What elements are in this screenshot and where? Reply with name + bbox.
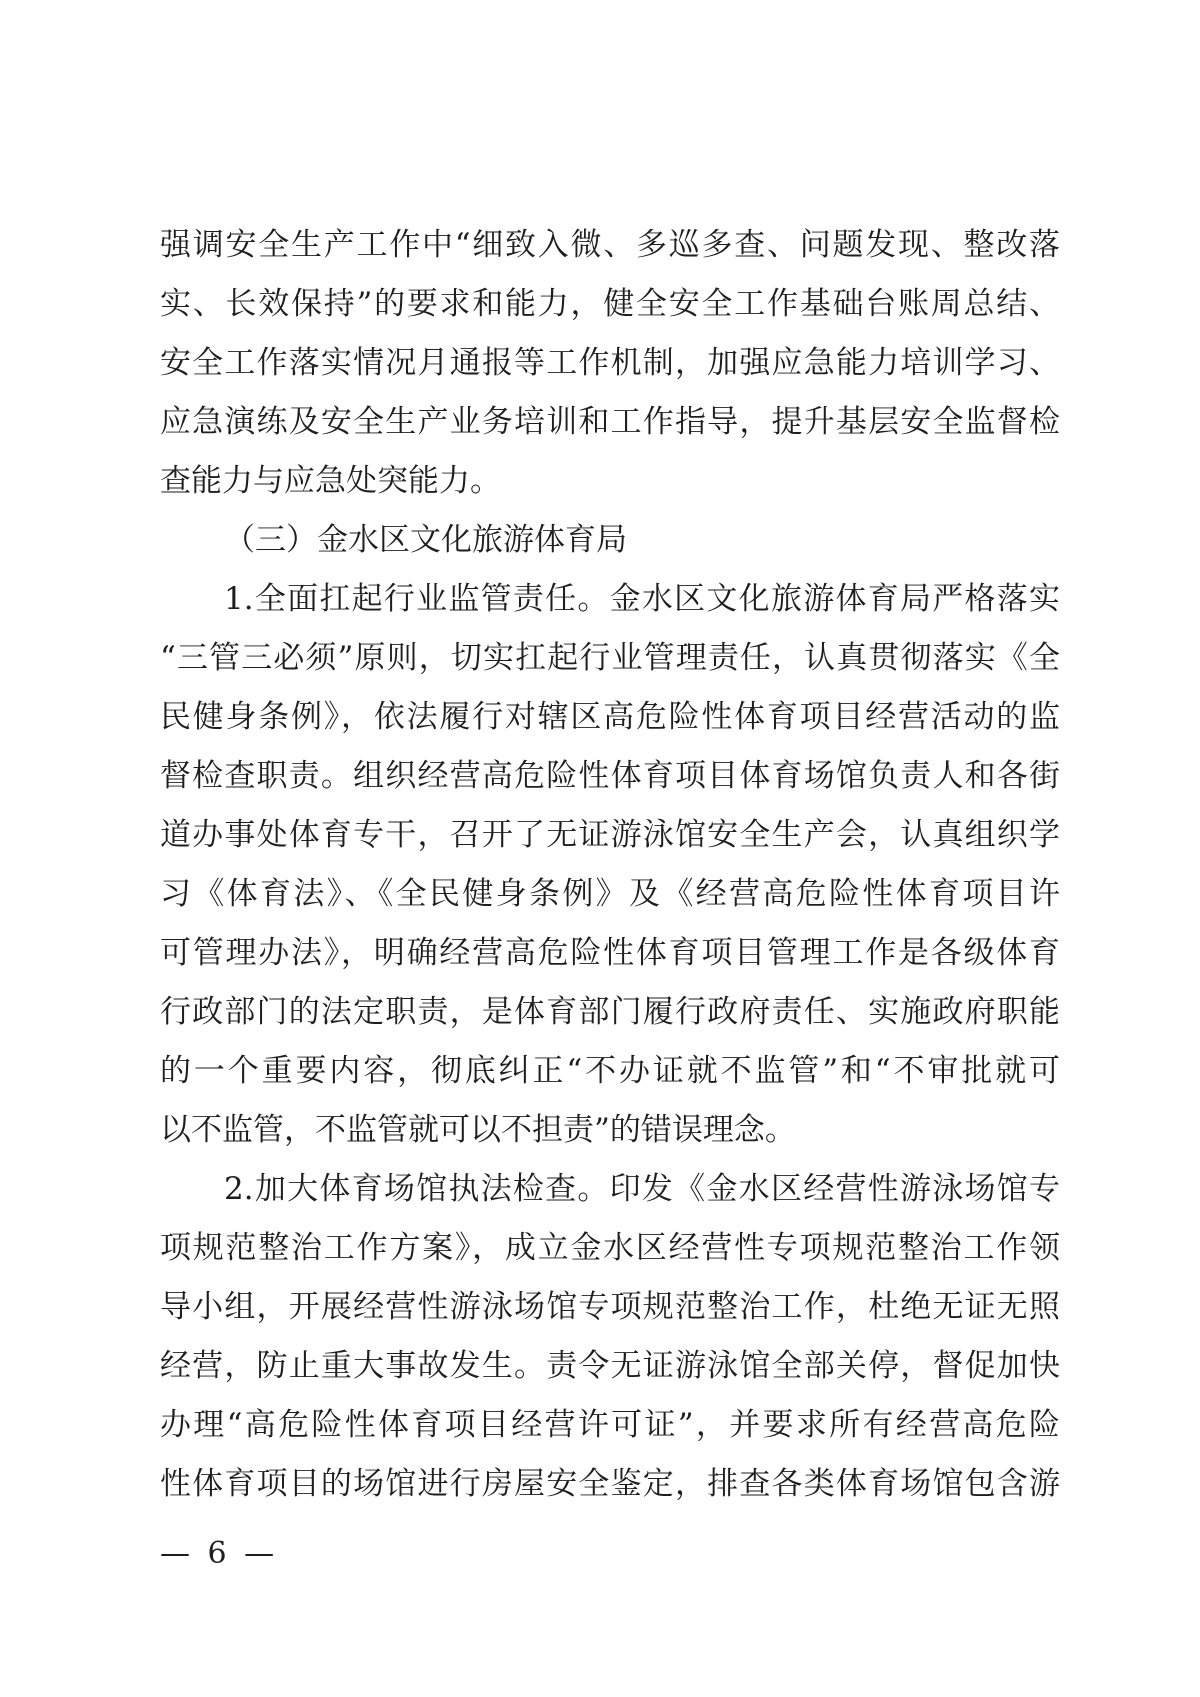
- text-line: 性体育项目的场馆进行房屋安全鉴定，排查各类体育场馆包含游: [160, 1466, 1060, 1502]
- text-line: 安全工作落实情况月通报等工作机制，加强应急能力培训学习、: [160, 345, 1060, 381]
- text-line: 1.全面扛起行业监管责任。金水区文化旅游体育局严格落实: [224, 581, 1060, 617]
- text-line: 办理“高危险性体育项目经营许可证”，并要求所有经营高危险: [160, 1407, 1060, 1443]
- page-number: — 6 —: [160, 1536, 279, 1571]
- text-line: 民健身条例》，依法履行对辖区高危险性体育项目经营活动的监: [160, 699, 1060, 735]
- text-line: 道办事处体育专干，召开了无证游泳馆安全生产会，认真组织学: [160, 817, 1060, 853]
- text-line: 可管理办法》，明确经营高危险性体育项目管理工作是各级体育: [160, 935, 1060, 971]
- text-line: 行政部门的法定职责，是体育部门履行政府责任、实施政府职能: [160, 994, 1060, 1030]
- text-line: 导小组，开展经营性游泳场馆专项规范整治工作，杜绝无证无照: [160, 1289, 1060, 1325]
- text-line: 的一个重要内容，彻底纠正“不办证就不监管”和“不审批就可: [160, 1053, 1060, 1089]
- text-line: 督检查职责。组织经营高危险性体育项目体育场馆负责人和各街: [160, 758, 1060, 794]
- section-heading: （三）金水区文化旅游体育局: [224, 522, 627, 558]
- text-line: 实、长效保持”的要求和能力，健全安全工作基础台账周总结、: [160, 286, 1060, 322]
- text-line: 强调安全生产工作中“细致入微、多巡多查、问题发现、整改落: [160, 227, 1060, 263]
- text-line: 2.加大体育场馆执法检查。印发《金水区经营性游泳场馆专: [224, 1171, 1060, 1207]
- text-line: “三管三必须”原则，切实扛起行业管理责任，认真贯彻落实《全: [160, 640, 1060, 676]
- text-line: 项规范整治工作方案》，成立金水区经营性专项规范整治工作领: [160, 1230, 1060, 1266]
- text-line: 习《体育法》、《全民健身条例》及《经营高危险性体育项目许: [160, 876, 1060, 912]
- body-text: [160, 216, 1060, 1514]
- text-line: 应急演练及安全生产业务培训和工作指导，提升基层安全监督检: [160, 404, 1060, 440]
- text-line: 经营，防止重大事故发生。责令无证游泳馆全部关停，督促加快: [160, 1348, 1060, 1384]
- text-line: 查能力与应急处突能力。: [160, 463, 501, 499]
- text-line: 以不监管，不监管就可以不担责”的错误理念。: [160, 1112, 796, 1148]
